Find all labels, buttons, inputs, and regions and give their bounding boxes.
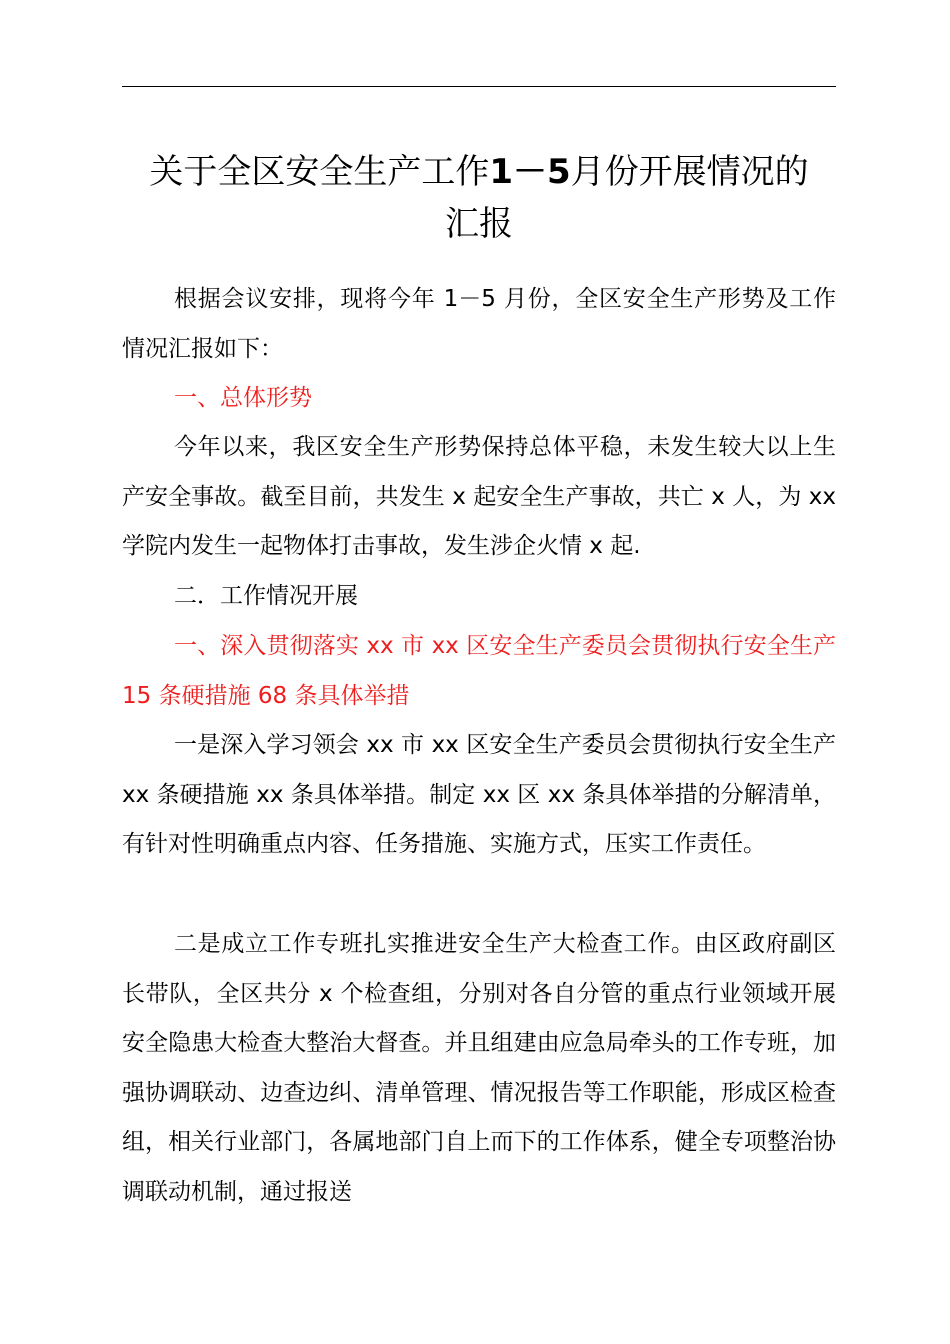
document-title: [122, 146, 836, 250]
subsection-heading-implementation: 一、深入贯彻落实 xx 市 xx 区安全生产委员会贯彻执行安全生产 15 条硬措施 68 条具体举措: [122, 633, 836, 709]
title-part-1: 关于全区安全生产工作: [149, 152, 490, 192]
situation-paragraph: 今年以来，我区安全生产形势保持总体平稳，未发生较大以上生产安全事故。截至目前，共发生 x 起安全生产事故，共亡 x 人，为 xx 学院内发生一起物体打击事故，发生涉企火情 x 起.: [122, 434, 836, 559]
item-paragraph-2: 二是成立工作专班扎实推进安全生产大检查工作。由区政府副区长带队，全区共分 x 个检查组，分别对各自分管的重点行业领域开展安全隐患大检查大整治大督查。并且组建由应急局牵头的工作专班，加强协调联动、边查边纠、清单管理、情况报告等工作职能，形成区检查组，相关行业部门，各属地部门自上而下的工作体系，健全专项整治协调联动机制，通过报送: [122, 931, 836, 1205]
section-heading-work-progress: 二．工作情况开展: [174, 583, 358, 609]
section-heading-overall-situation: 一、总体形势: [174, 385, 312, 411]
header-rule: [122, 86, 836, 87]
title-line-2: 汇报: [445, 204, 513, 244]
title-month-range: 1－5: [489, 152, 571, 192]
intro-paragraph: 根据会议安排，现将今年 1－5 月份，全区安全生产形势及工作情况汇报如下：: [122, 286, 836, 362]
title-part-2: 月份开展情况的: [570, 152, 809, 192]
item-paragraph-1: 一是深入学习领会 xx 市 xx 区安全生产委员会贯彻执行安全生产 xx 条硬措施 xx 条具体举措。制定 xx 区 xx 条具体举措的分解清单，有针对性明确重点内容、任务措施、实施方式，压实工作责任。: [122, 732, 836, 857]
